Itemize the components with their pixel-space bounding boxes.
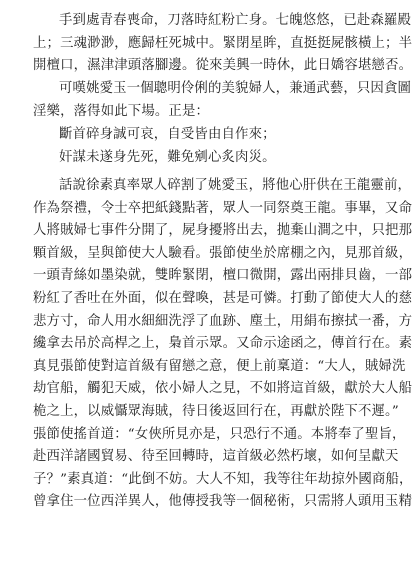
text-line: 一頭青絲如墨染就，雙眸緊閉，檀口微開，露出兩排貝齒，一部: [33, 268, 413, 284]
text-line: 劫官船，觸犯天威，依小婦人之見，不如將這首級，獻於大人船: [33, 381, 413, 397]
text-line: 手到處青春喪命，刀落時紅粉亡身。七魄悠悠，已赴森羅殿: [59, 13, 412, 28]
paragraph-lament: [33, 78, 412, 123]
poem-line-1: [33, 124, 373, 147]
text-line: 曾拿住一位西洋異人，他傳授我等一個秘術，只需將人頭用玉精: [33, 494, 413, 510]
poem-line-2: [33, 147, 373, 170]
text-line: 上；三魂渺渺，應歸枉死城中。緊閉星眸，直挺挺屍骸橫上；半: [33, 35, 413, 51]
text-line: 開檀口，濕津津頭落腳邊。從來美興一時休，此日嬌容堪戀否。: [33, 58, 413, 74]
text-line: 赴西洋諸國貿易、待至回轉時，這首級必然朽壞，如何呈獻天: [33, 449, 399, 465]
text-line: 淫樂，落得如此下場。正是：: [33, 103, 210, 119]
text-line: 桅之上，以威懾眾海賊，待日後返回行在，再獻於陛下不遲。”: [33, 403, 399, 419]
paragraph-narrative: [33, 175, 413, 514]
text-line: 真見張節使對這首級有留戀之意，便上前稟道：“大人，賊婦洗: [33, 358, 406, 374]
text-line: 作為祭禮，令士卒把紙錢點著，眾人一同祭奠王龍。事畢，又命: [33, 200, 413, 216]
text-line: 顆首級，呈與節使大人驗看。張節使坐於席棚之內，見那首級，: [33, 245, 413, 261]
text-line: 斷首碎身誠可哀，自受皆由自作來；: [59, 127, 276, 142]
text-line: 纔拿去吊於高桿之上，梟首示眾。又命示途函之，傳首行在。素: [33, 336, 413, 352]
text-line: 子？”素真道：“此倒不妨。大人不知，我等往年劫掠外國商船，: [33, 471, 413, 487]
text-line: 悲方寸，命人用水細細洗浮了血跡、塵土，用絹布擦拭一番，方: [33, 313, 413, 329]
paragraph-execution-verse: [33, 10, 413, 78]
text-line: 奸謀未遂身先死，難免剜心炙肉災。: [59, 149, 276, 165]
text-line: 人將賊婦七事件分開了，屍身擾將出去，拋棄山澗之中，只把那: [33, 223, 413, 239]
text-line: 粉紅了香吐在外面，似在聲喚，甚是可憐。打動了節使大人的慈: [33, 290, 413, 306]
text-line: 話說徐素真率眾人碎割了姚愛玉，將他心肝供在王龍靈前，: [59, 178, 412, 193]
text-line: 張節使搖首道：“女俠所見亦是，只恐行不通。本將奉了聖旨，: [33, 426, 406, 442]
text-line: 可嘆姚愛玉一個聰明伶俐的美貌婦人，兼通武藝，只因貪圖: [59, 81, 412, 96]
